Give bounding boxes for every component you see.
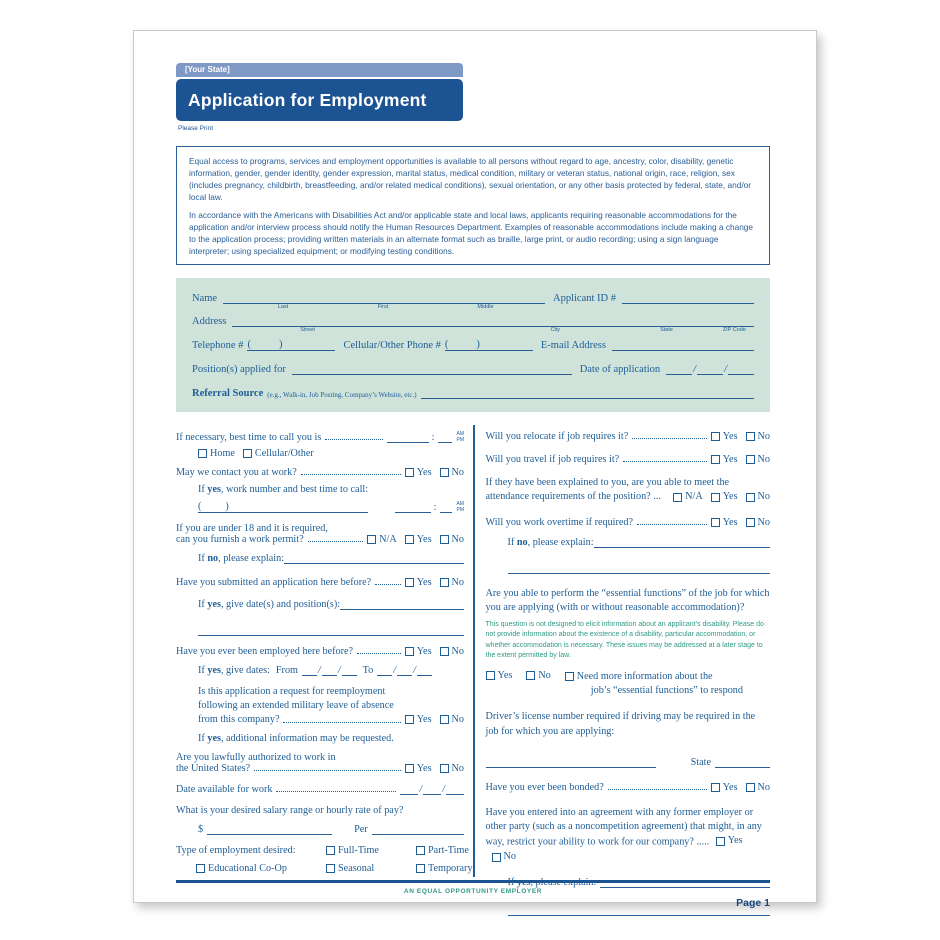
relocate-row (486, 431, 771, 442)
no-checkbox[interactable] (746, 455, 755, 464)
salary-question: What is your desired salary range or hourly rate of pay? (176, 805, 404, 817)
please-print-label: Please Print (178, 125, 214, 132)
need-info-label-l2: job’s “essential functions” to respond (590, 684, 743, 696)
no-checkbox[interactable] (440, 535, 449, 544)
questions-section (176, 425, 770, 889)
dotted-leader (325, 439, 382, 440)
overtime-explain-input-line2[interactable] (508, 564, 771, 574)
need-info-label-l1: Need more information about the (576, 670, 713, 682)
yes-option[interactable]: Yes (711, 782, 738, 793)
license-input-line[interactable] (486, 758, 656, 768)
overtime-explain-row: If no, please explain: (508, 537, 771, 548)
address-input-line[interactable] (232, 316, 754, 334)
temporary-option[interactable]: Temporary (416, 863, 473, 874)
salary-input-line[interactable] (207, 825, 332, 835)
yes-checkbox[interactable] (711, 432, 720, 441)
reemployment-question-l1: Is this application a request for reemployment (198, 686, 386, 698)
permit-explain-row: If no, please explain: (198, 553, 464, 564)
no-checkbox[interactable] (492, 853, 501, 862)
need-info-option[interactable] (565, 670, 743, 698)
agreement-question: Have you entered into an agreement with any former employer or other party (such as a noncompetition agreement) that might, in any way, restrict your ability to work for our company? ..... (485, 806, 762, 849)
no-option[interactable]: No (746, 782, 770, 793)
dotted-leader (637, 524, 707, 525)
address-sub-street: Street (300, 327, 315, 334)
positions-label: Position(s) applied for (192, 364, 286, 376)
overtime-explain-input-line[interactable] (594, 538, 770, 548)
dotted-leader (301, 474, 401, 475)
dates-positions-row2 (198, 626, 464, 636)
to-date-input[interactable]: / / (377, 665, 432, 676)
attendance-block (486, 476, 771, 505)
address-sub-state: State (660, 327, 673, 334)
cellular-label: Cellular/Other Phone # (343, 340, 441, 352)
employment-dates-row: If yes, give dates: From / / To / / (198, 665, 464, 676)
notice-paragraph-1: Equal access to programs, services and employment opportunities is available to all persons without regard to age, ancestry, color, disability, genetic information, gender, gender identity, gender expression, marital status, medical condition, military or veteran status, national origin, race, religion, sex (includes pregnancy, childbirth, breastfeeding, and/or related medical conditions), sexual orientation, or any other basis protected by federal, state, and/or local law. (189, 156, 752, 203)
yes-checkbox[interactable] (716, 837, 725, 846)
dates-positions-row: If yes, give date(s) and position(s): (198, 599, 464, 610)
position-row (192, 364, 754, 375)
cellular-checkbox[interactable] (243, 449, 252, 458)
yes-checkbox[interactable] (711, 455, 720, 464)
yes-option[interactable]: Yes (405, 713, 432, 727)
no-option[interactable]: No (440, 763, 464, 774)
yes-option[interactable]: Yes (486, 670, 513, 681)
yes-checkbox[interactable] (405, 715, 414, 724)
employed-before-question: Have you ever been employed here before? (176, 646, 354, 658)
dotted-leader (357, 653, 401, 654)
dotted-leader (283, 722, 400, 723)
dotted-leader (623, 461, 707, 462)
cellular-label: Cellular/Other (254, 448, 314, 460)
date-of-application-label: Date of application (579, 364, 661, 376)
address-label: Address (192, 316, 227, 328)
no-option[interactable]: No (440, 646, 464, 657)
work-time-input-line[interactable] (395, 503, 431, 513)
yes-option[interactable]: Yes (711, 517, 738, 528)
yes-checkbox[interactable] (486, 671, 495, 680)
dotted-leader (254, 770, 401, 771)
referral-source-hint: (e.g., Walk-in, Job Posting, Company’s Website, etc.) (267, 391, 417, 400)
positions-input-line[interactable] (292, 364, 572, 375)
yes-checkbox[interactable] (405, 535, 414, 544)
page-number: Page 1 (736, 897, 770, 910)
reemployment-question-l3: from this company? (198, 713, 280, 725)
attendance-question-l1: If they have been explained to you, are you able to meet the (485, 477, 730, 489)
best-time-input-line2[interactable] (438, 433, 452, 443)
yes-option[interactable]: Yes (716, 834, 743, 848)
yes-checkbox[interactable] (405, 468, 414, 477)
license-state-label: State (690, 756, 711, 768)
essential-functions-question: Are you able to perform the “essential functions” of the job for which you are applying (with or without reasonable accommodation)? (485, 587, 770, 613)
from-label: From (275, 665, 298, 677)
yes-option[interactable]: Yes (405, 534, 432, 545)
address-row (192, 316, 754, 334)
contact-work-question: May we contact you at work? (176, 467, 297, 479)
dotted-leader (632, 438, 706, 439)
coop-option[interactable]: Educational Co-Op (176, 863, 326, 874)
yes-option[interactable]: Yes (711, 454, 738, 465)
work-permit-row (176, 534, 464, 545)
na-option[interactable]: N/A (673, 490, 703, 504)
na-checkbox[interactable] (367, 535, 376, 544)
work-phone-input[interactable]: ( ) (198, 501, 258, 513)
yes-checkbox[interactable] (405, 647, 414, 656)
no-checkbox[interactable] (746, 783, 755, 792)
reemployment-question-l2: following an extended military leave of absence (198, 699, 394, 711)
na-option[interactable]: N/A (367, 534, 397, 545)
essential-options-row (486, 670, 771, 698)
yes-option[interactable]: Yes (405, 763, 432, 774)
yes-checkbox[interactable] (711, 783, 720, 792)
per-label: Per (354, 824, 368, 836)
travel-row (486, 454, 771, 465)
seasonal-option[interactable]: Seasonal (326, 863, 416, 874)
yes-checkbox[interactable] (711, 518, 720, 527)
dotted-leader (608, 789, 707, 790)
submitted-before-question: Have you submitted an application here before? (176, 577, 372, 589)
no-checkbox[interactable] (526, 671, 535, 680)
work-permit-block (176, 523, 464, 545)
date-available-question: Date available for work (176, 784, 273, 796)
yes-checkbox[interactable] (405, 578, 414, 587)
no-option[interactable]: No (440, 467, 464, 478)
part-time-option[interactable]: Part-Time (416, 845, 473, 856)
home-option[interactable] (198, 448, 235, 459)
overtime-question: Will you work overtime if required? (485, 516, 634, 528)
equal-access-notice (176, 146, 770, 265)
no-option[interactable]: No (440, 713, 464, 727)
best-time-row: If necessary, best time to call you is : AM PM (176, 431, 464, 444)
no-checkbox[interactable] (746, 432, 755, 441)
employed-before-row (176, 646, 464, 657)
personal-info-panel (176, 278, 770, 412)
page-title: Application for Employment (176, 79, 463, 121)
work-permit-question-l2: can you furnish a work permit? (176, 534, 304, 546)
no-checkbox[interactable] (440, 715, 449, 724)
relocate-question: Will you relocate if job requires it? (485, 431, 629, 443)
name-row (192, 293, 754, 311)
telephone-label: Telephone # (192, 340, 244, 352)
no-checkbox[interactable] (746, 518, 755, 527)
right-column (475, 425, 771, 889)
application-form-page (133, 30, 817, 910)
telephone-input-line[interactable]: ( ) (247, 339, 335, 351)
agreement-block (486, 806, 771, 866)
to-label: To (362, 665, 374, 677)
no-checkbox[interactable] (440, 647, 449, 656)
best-time-input-line[interactable] (387, 433, 429, 443)
name-sub-middle: Middle (477, 304, 494, 311)
authorized-question-l1: Are you lawfully authorized to work in (176, 752, 336, 764)
attendance-question-l2: attendance requirements of the position? ... (485, 491, 661, 503)
seasonal-checkbox[interactable] (326, 864, 335, 873)
authorized-block (176, 752, 464, 774)
work-number-subtext: If yes, work number and best time to call: (198, 484, 369, 496)
no-checkbox[interactable] (440, 468, 449, 477)
address-sub-city: City (550, 327, 561, 334)
employment-type-block (176, 845, 473, 875)
travel-question: Will you travel if job requires it? (485, 454, 620, 466)
from-date-input[interactable]: / / (302, 665, 357, 676)
full-time-option[interactable]: Full-Time (326, 845, 416, 856)
no-option[interactable]: No (746, 490, 770, 504)
bonded-row (486, 782, 771, 793)
applicant-id-label: Applicant ID # (553, 293, 616, 305)
phone-email-row (192, 339, 754, 351)
work-time-input-line2[interactable] (440, 503, 452, 513)
additional-info-note: If yes, additional information may be requested. (198, 733, 394, 745)
footer (176, 888, 770, 928)
no-option[interactable]: No (440, 534, 464, 545)
dotted-leader (276, 791, 396, 792)
work-phone-input-line[interactable] (258, 503, 368, 513)
home-label: Home (210, 448, 235, 460)
no-option[interactable]: No (440, 577, 464, 588)
date-of-application-input[interactable]: / / (666, 364, 754, 375)
email-label: E-mail Address (540, 340, 606, 352)
essential-functions-note: This question is not designed to elicit information about an applicant’s disability. Please do not provide information about the existence of a disability, particular accommodation, or whether accommodation is necessary. These issues may be addressed at a later stage to the extent permitted by law. (485, 621, 764, 659)
yes-option[interactable]: Yes (405, 646, 432, 657)
license-row (486, 757, 771, 768)
submitted-before-row (176, 577, 464, 588)
email-input-line[interactable] (612, 340, 754, 351)
na-checkbox[interactable] (673, 493, 682, 502)
authorized-row (176, 763, 464, 774)
dates-positions-input-line[interactable] (340, 600, 464, 610)
authorized-question-l2: the United States? (176, 763, 251, 775)
home-checkbox[interactable] (198, 449, 207, 458)
equal-opportunity-employer-label: AN EQUAL OPPORTUNITY EMPLOYER (403, 888, 543, 896)
name-sub-last: Last (277, 304, 289, 311)
notice-paragraph-2: In accordance with the Americans with Disabilities Act and/or applicable state and local laws, applicants requiring reasonable accommodations for the application and/or interview process should notify the Human Resources Department. Examples of reasonable accommodations include making a change to the application process; providing written materials in an alternate format such as braille, large print, or audio recording; using a sign language interpreter; using specialized equipment; or modifying testing conditions. (189, 210, 754, 257)
permit-explain-input-line[interactable] (284, 554, 464, 564)
referral-source-label: Referral Source (192, 388, 264, 400)
ampm-label: AM PM (456, 431, 464, 444)
no-option[interactable]: No (746, 454, 770, 465)
coop-checkbox[interactable] (196, 864, 205, 873)
no-option[interactable]: No (526, 670, 550, 681)
need-info-checkbox[interactable] (565, 672, 574, 681)
license-state-input-line[interactable] (715, 758, 770, 768)
no-checkbox[interactable] (746, 493, 755, 502)
yes-option[interactable]: Yes (711, 490, 738, 504)
agreement-explain-input-line[interactable] (600, 878, 770, 888)
work-permit-question-l1: If you are under 18 and it is required, (176, 523, 328, 535)
cellular-input-line[interactable]: ( ) (445, 339, 533, 351)
left-column (176, 425, 473, 877)
cellular-option[interactable] (243, 448, 314, 459)
dotted-leader (308, 541, 364, 542)
agreement-explain-row: If yes, please explain: (508, 877, 771, 888)
yes-option[interactable]: Yes (405, 577, 432, 588)
name-label: Name (192, 293, 218, 305)
full-time-checkbox[interactable] (326, 846, 335, 855)
work-number-row: ( ) : AM PM (198, 501, 464, 514)
phone-type-row (198, 448, 464, 459)
applicant-id-input-line[interactable] (622, 293, 754, 304)
employment-type-label: Type of employment desired: (176, 845, 296, 857)
name-input-line[interactable] (223, 293, 545, 311)
referral-input-line[interactable] (421, 388, 754, 399)
dotted-leader (375, 584, 401, 585)
no-checkbox[interactable] (440, 764, 449, 773)
part-time-checkbox[interactable] (416, 846, 425, 855)
no-option[interactable]: No (746, 517, 770, 528)
reemployment-row (198, 713, 464, 727)
yes-option[interactable]: Yes (711, 431, 738, 442)
overtime-row (486, 517, 771, 528)
ampm-label: AM PM (456, 501, 464, 514)
salary-row (198, 824, 464, 835)
license-question: Driver’s license number required if driving may be required in the job for which you are applying: (485, 711, 756, 737)
no-option[interactable]: No (492, 850, 516, 864)
bonded-question: Have you ever been bonded? (485, 781, 604, 793)
address-sub-zip: ZIP Code (722, 327, 746, 334)
contact-work-row (176, 467, 464, 478)
name-sub-first: First (377, 304, 389, 311)
date-available-input[interactable]: / / (400, 784, 464, 795)
dollar-sign: $ (198, 824, 204, 836)
no-option[interactable]: No (746, 431, 770, 442)
state-tab: [Your State] (176, 63, 463, 77)
dates-positions-input-line2[interactable] (198, 626, 464, 636)
temporary-checkbox[interactable] (416, 864, 425, 873)
no-checkbox[interactable] (440, 578, 449, 587)
date-available-row (176, 784, 464, 795)
per-input-line[interactable] (372, 825, 464, 835)
attendance-row (486, 490, 771, 504)
yes-checkbox[interactable] (711, 493, 720, 502)
yes-option[interactable]: Yes (405, 467, 432, 478)
overtime-explain-row2 (508, 564, 771, 574)
referral-row (192, 388, 754, 399)
yes-checkbox[interactable] (405, 764, 414, 773)
best-time-question: If necessary, best time to call you is (176, 432, 322, 444)
reemployment-block (198, 685, 464, 726)
